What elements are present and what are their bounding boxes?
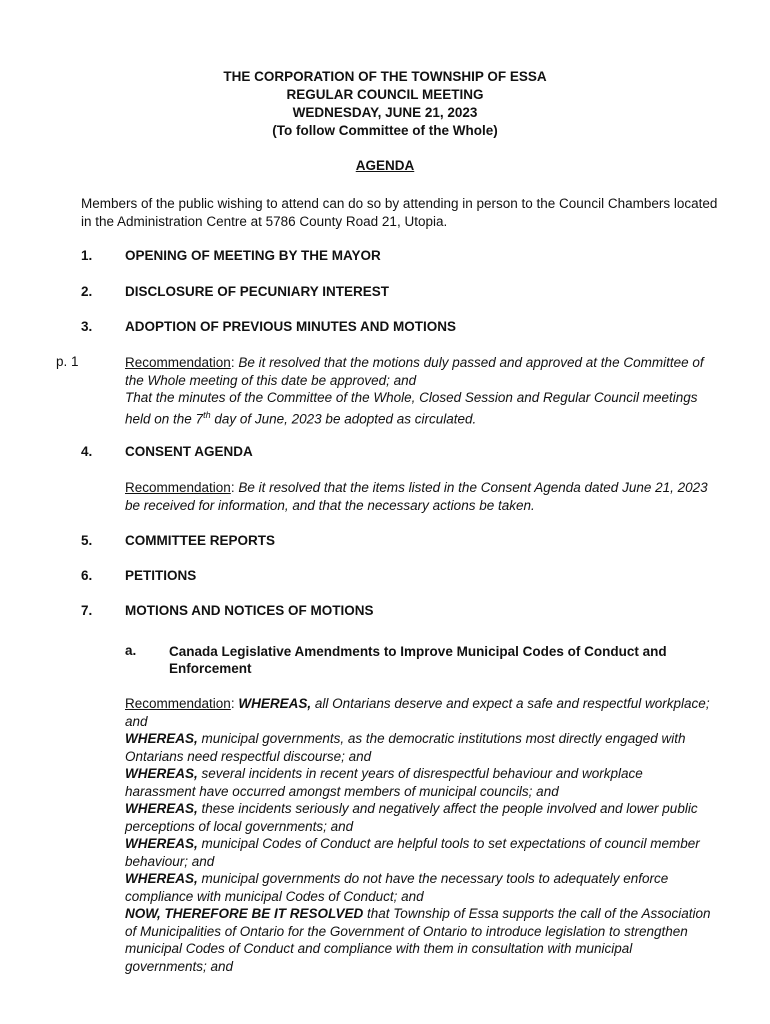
item-5-number: 5. xyxy=(81,533,93,548)
item-3-title: ADOPTION OF PREVIOUS MINUTES AND MOTIONS xyxy=(125,319,457,334)
item-4-recommendation xyxy=(125,479,715,514)
clause-6-keyword: WHEREAS, xyxy=(125,871,198,886)
header-note: (To follow Committee of the Whole) xyxy=(272,123,498,138)
page-reference: p. 1 xyxy=(56,354,79,369)
recommendation-separator: : xyxy=(230,355,239,370)
item-2-number: 2. xyxy=(81,284,93,299)
item-7-number: 7. xyxy=(81,603,93,618)
item-3-rec-superscript: th xyxy=(203,409,211,420)
clause-3-text: several incidents in recent years of disrespectful behaviour and workplace harassment have occurred amongst members of municipal councils; and xyxy=(125,766,643,799)
header-meeting-type: REGULAR COUNCIL MEETING xyxy=(286,87,484,102)
clause-7-text: that Township of Essa supports the call of the Association of Municipalities of Ontario for the Government of Ontario to introduce legislation to strengthen municipal Codes of Conduct and compliance with them in consultation with municipal governments; and xyxy=(125,906,711,974)
clause-7-keyword: NOW, THEREFORE BE IT RESOLVED xyxy=(125,906,364,921)
item-7a-recommendation xyxy=(125,695,715,975)
clause-4-keyword: WHEREAS, xyxy=(125,801,198,816)
item-5-title: COMMITTEE REPORTS xyxy=(125,533,276,548)
item-4-rec-text: Be it resolved that the items listed in the Consent Agenda dated June 21, 2023 be received for information, and that the necessary actions be taken. xyxy=(125,480,708,513)
recommendation-label: Recommendation xyxy=(125,480,231,495)
clause-3-keyword: WHEREAS, xyxy=(125,766,198,781)
clause-1-text: all Ontarians deserve and expect a safe and respectful workplace; and xyxy=(125,696,710,729)
recommendation-label: Recommendation xyxy=(125,696,231,711)
clause-2-text: municipal governments, as the democratic institutions most directly engaged with Ontarians need respectful discourse; and xyxy=(125,731,686,764)
sub-item-a-title: Canada Legislative Amendments to Improve Municipal Codes of Conduct and Enforcement xyxy=(169,644,667,676)
item-3-recommendation xyxy=(125,354,715,428)
item-7-title: MOTIONS AND NOTICES OF MOTIONS xyxy=(125,603,374,618)
recommendation-label: Recommendation xyxy=(125,355,231,370)
item-4-title: CONSENT AGENDA xyxy=(125,444,253,459)
item-1-number: 1. xyxy=(81,248,93,263)
clause-2-keyword: WHEREAS, xyxy=(125,731,198,746)
clause-1-keyword: WHEREAS, xyxy=(238,696,312,711)
item-4-number: 4. xyxy=(81,444,93,459)
item-2-title: DISCLOSURE OF PECUNIARY INTEREST xyxy=(125,284,390,299)
item-3-rec-text-a: Be it resolved that the motions duly passed and approved at the Committee of the Whole meeting of this date be approved; and xyxy=(125,355,704,388)
header-date: WEDNESDAY, JUNE 21, 2023 xyxy=(292,105,478,120)
sub-item-a-label: a. xyxy=(125,643,137,658)
clause-4-text: these incidents seriously and negatively affect the people involved and lower public perceptions of local governments; and xyxy=(125,801,698,834)
recommendation-separator: : xyxy=(230,696,239,711)
header-corporation: THE CORPORATION OF THE TOWNSHIP OF ESSA xyxy=(223,69,547,84)
agenda-title: AGENDA xyxy=(355,158,415,173)
clause-5-text: municipal Codes of Conduct are helpful tools to set expectations of council member behaviour; and xyxy=(125,836,700,869)
clause-6-text: municipal governments do not have the necessary tools to adequately enforce compliance with municipal Codes of Conduct; and xyxy=(125,871,669,904)
clause-5-keyword: WHEREAS, xyxy=(125,836,198,851)
item-3-rec-text-b: That the minutes of the Committee of the Whole, Closed Session and Regular Council meetings held on the 7 xyxy=(125,390,698,426)
item-6-title: PETITIONS xyxy=(125,568,197,583)
intro-paragraph: Members of the public wishing to attend can do so by attending in person to the Council Chambers located in the Administration Centre at 5786 County Road 21, Utopia. xyxy=(81,196,718,229)
item-3-number: 3. xyxy=(81,319,93,334)
recommendation-separator: : xyxy=(230,480,239,495)
item-3-rec-text-c: day of June, 2023 be adopted as circulated. xyxy=(210,411,477,426)
item-6-number: 6. xyxy=(81,568,93,583)
item-1-title: OPENING OF MEETING BY THE MAYOR xyxy=(125,248,381,263)
